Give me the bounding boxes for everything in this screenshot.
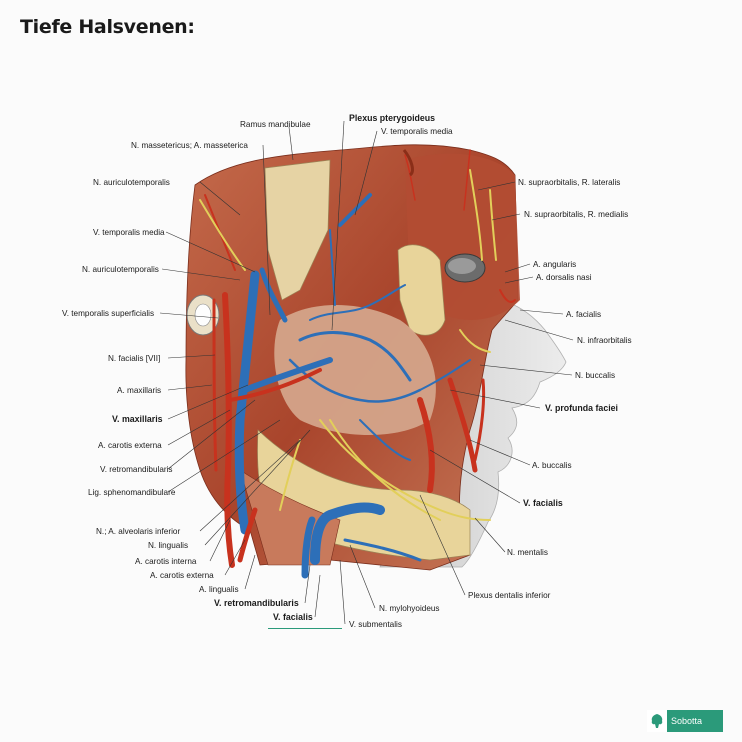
label-plexus-dentalis: Plexus dentalis inferior	[468, 591, 551, 600]
label-n-alveolaris: N.; A. alveolaris inferior	[96, 527, 181, 536]
label-v-retromandibularis-1: V. retromandibularis	[100, 465, 173, 474]
eye-lid	[448, 258, 476, 274]
label-a-carotis-externa-2: A. carotis externa	[150, 571, 214, 580]
label-n-auriculotemporalis-2: N. auriculotemporalis	[82, 265, 159, 274]
label-a-carotis-externa-1: A. carotis externa	[98, 441, 162, 450]
label-v-profunda-faciei: V. profunda faciei	[545, 403, 618, 413]
label-a-buccalis: A. buccalis	[532, 461, 572, 470]
ear-canal-inner	[195, 304, 211, 326]
label-n-auriculotemporalis-1: N. auriculotemporalis	[93, 178, 170, 187]
label-n-infraorbitalis: N. infraorbitalis	[577, 336, 632, 345]
label-a-carotis-interna: A. carotis interna	[135, 557, 197, 566]
label-underline	[268, 628, 342, 629]
label-n-lingualis: N. lingualis	[148, 541, 189, 550]
logo-text: Sobotta	[667, 710, 723, 732]
label-a-lingualis: A. lingualis	[199, 585, 239, 594]
label-lig-sphenomandibulare: Lig. sphenomandibulare	[88, 488, 176, 497]
label-v-facialis-bottom: V. facialis	[273, 612, 313, 622]
label-n-supraorbitalis-lat: N. supraorbitalis, R. lateralis	[518, 178, 621, 187]
label-v-retromandibularis-2: V. retromandibularis	[214, 598, 299, 608]
label-n-massetericus: N. massetericus; A. masseterica	[131, 141, 248, 150]
label-n-supraorbitalis-med: N. supraorbitalis, R. medialis	[524, 210, 629, 219]
label-n-mylohyoideus: N. mylohyoideus	[379, 604, 440, 613]
label-a-dorsalis-nasi: A. dorsalis nasi	[536, 273, 592, 282]
label-n-facialis: N. facialis [VII]	[108, 354, 161, 363]
label-n-buccalis: N. buccalis	[575, 371, 616, 380]
label-n-mentalis: N. mentalis	[507, 548, 548, 557]
label-a-angularis: A. angularis	[533, 260, 577, 269]
label-ramus-mandibulae: Ramus mandibulae	[240, 120, 311, 129]
label-a-facialis: A. facialis	[566, 310, 602, 319]
label-v-temporalis-superficialis: V. temporalis superficialis	[62, 309, 155, 318]
label-v-temporalis-media-top: V. temporalis media	[381, 127, 453, 136]
page-title: Tiefe Halsvenen:	[20, 16, 195, 38]
sobotta-logo	[647, 710, 723, 732]
label-plexus-pterygoideus: Plexus pterygoideus	[349, 113, 436, 123]
label-v-maxillaris: V. maxillaris	[112, 414, 163, 424]
label-v-submentalis: V. submentalis	[349, 620, 402, 629]
label-v-facialis-right: V. facialis	[523, 498, 563, 508]
elsevier-tree-icon	[647, 710, 667, 732]
label-v-temporalis-media-left: V. temporalis media	[93, 228, 165, 237]
label-a-maxillaris: A. maxillaris	[117, 386, 162, 395]
